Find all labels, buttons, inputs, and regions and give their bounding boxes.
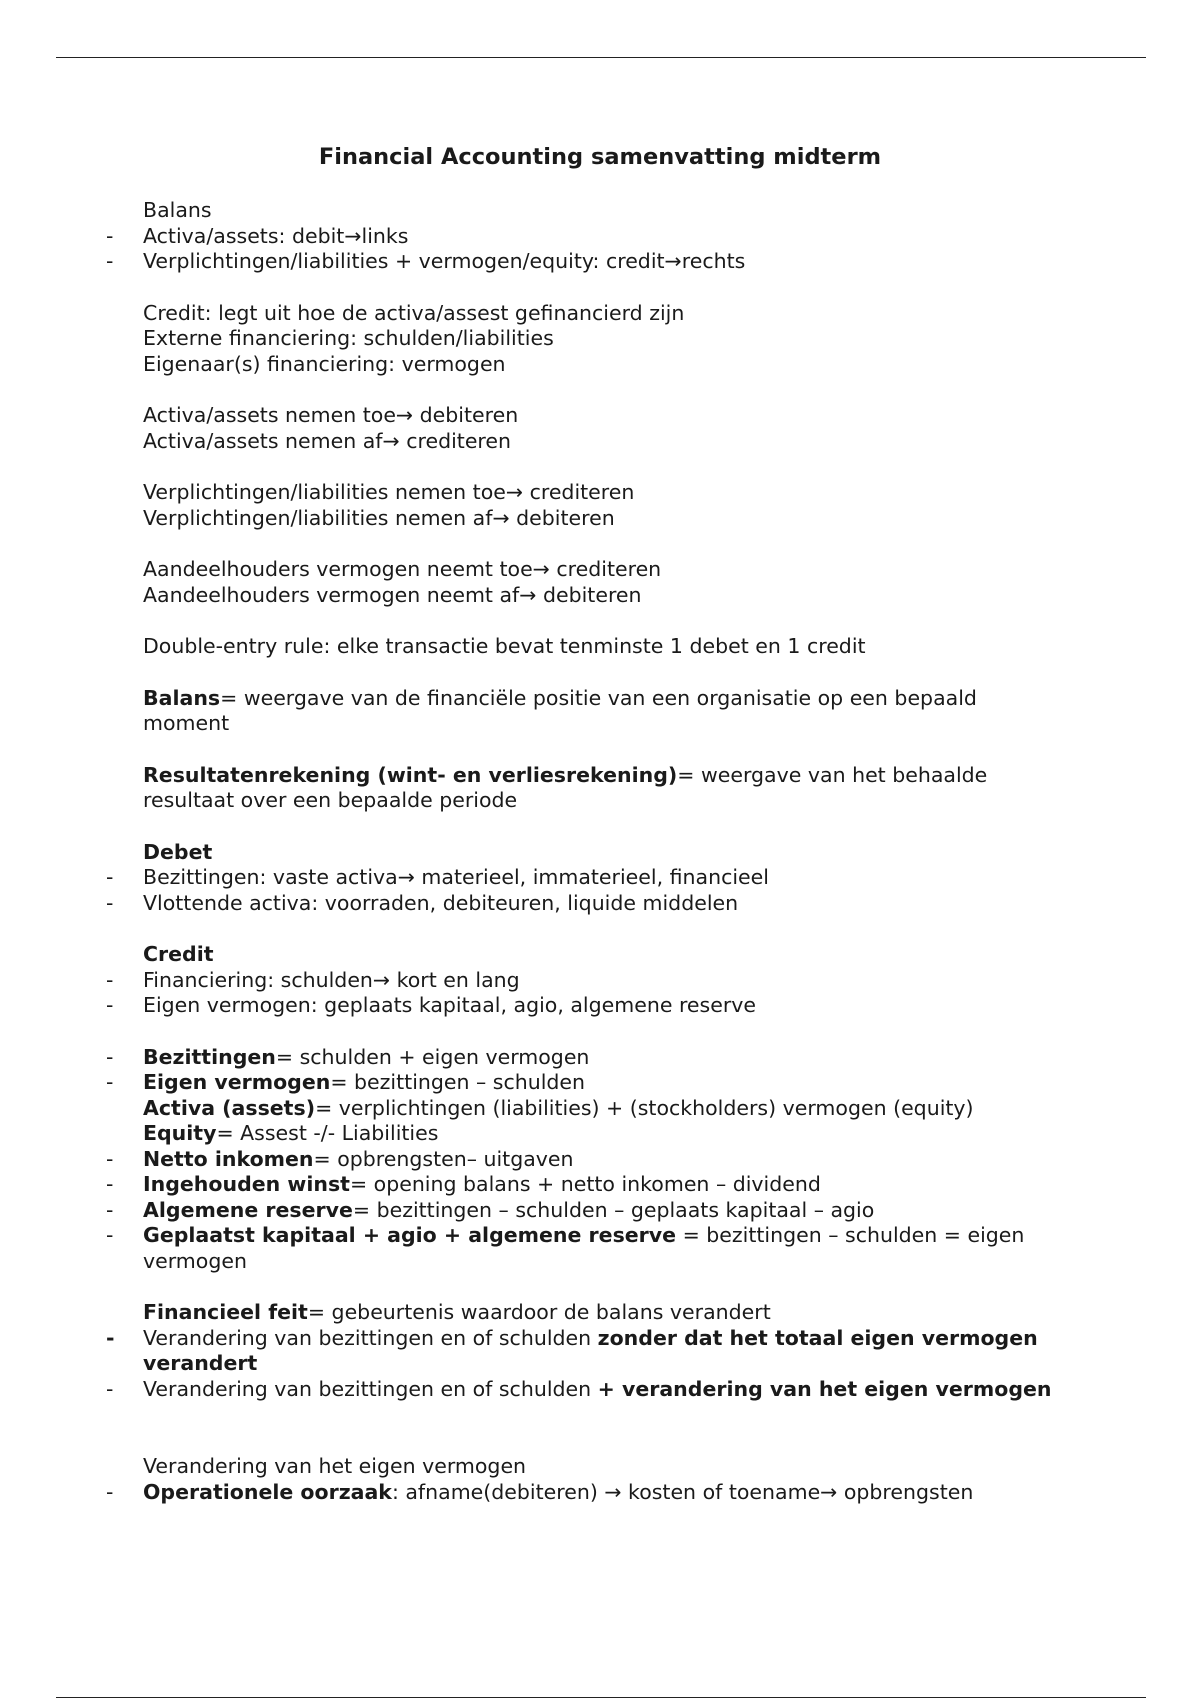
dash-bullet: - [106,1325,115,1350]
dash-bullet: - [106,993,114,1017]
balans-heading: Balans [143,198,212,222]
text-line: Credit: legt uit hoe de activa/assest gefinancierd zijn [143,300,685,325]
resultatenrekening-definition: Resultatenrekening (wint- en verliesrekening)= weergave van het behaalde resultaat over een bepaalde periode [143,762,988,812]
debet-heading: Debet [143,839,213,864]
text-line: Aandeelhouders vermogen neemt toe→ crediteren [143,557,662,581]
list-item: - Eigen vermogen: geplaats kapitaal, agio, algemene reserve [106,993,756,1017]
text-line: Verplichtingen/liabilities nemen af→ debiteren [143,505,615,530]
text-line: Verplichtingen/liabilities nemen toe→ crediteren [143,480,635,504]
list-item: - Activa/assets: debit→links [106,223,409,248]
list-item: - Verplichtingen/liabilities + vermogen/equity: credit→rechts [106,249,746,273]
dash-bullet: - [106,223,114,248]
dash-bullet: - [106,1070,114,1094]
top-rule [56,57,1146,58]
list-item: - Financiering: schulden→ kort en lang [106,967,520,992]
dash-bullet: - [106,967,114,992]
list-item: - Verandering van bezittingen en of schulden zonder dat het totaal eigen vermogen verandert [106,1325,1038,1375]
dash-bullet: - [106,1044,114,1069]
list-item: - Vlottende activa: voorraden, debiteuren, liquide middelen [106,890,739,915]
formula-line: - Geplaatst kapitaal + agio + algemene reserve = bezittingen – schulden = eigen vermogen [106,1223,1025,1273]
list-item: - Verandering van bezittingen en of schulden + verandering van het eigen vermogen [106,1376,1052,1401]
dash-bullet: - [106,1376,114,1401]
text-line: Eigenaar(s) financiering: vermogen [143,351,506,376]
text-line: Externe financiering: schulden/liabilities [143,326,554,350]
dash-bullet: - [106,249,114,273]
formula-line: Equity= Assest -/- Liabilities [143,1121,439,1145]
financieel-feit-definition: Financieel feit= gebeurtenis waardoor de balans verandert [143,1300,771,1324]
dash-bullet: - [106,890,114,915]
dash-bullet: - [106,865,114,889]
text-line: Activa/assets nemen toe→ debiteren [143,403,519,427]
formula-line: - Algemene reserve= bezittingen – schulden – geplaats kapitaal – agio [106,1197,875,1222]
formula-line: - Netto inkomen= opbrengsten– uitgaven [106,1146,574,1171]
dash-bullet: - [106,1223,114,1247]
dash-bullet: - [106,1172,114,1196]
formula-line: - Ingehouden winst= opening balans + netto inkomen – dividend [106,1172,821,1196]
eigen-vermogen-change-heading: Verandering van het eigen vermogen [143,1454,527,1478]
balans-definition: Balans= weergave van de financiële positie van een organisatie op een bepaald moment [143,685,977,735]
list-item: - Bezittingen: vaste activa→ materieel, immaterieel, financieel [106,865,769,889]
dash-bullet: - [106,1479,114,1504]
dash-bullet: - [106,1197,114,1222]
formula-line: - Bezittingen= schulden + eigen vermogen [106,1044,590,1069]
text-line: Aandeelhouders vermogen neemt af→ debiteren [143,582,642,607]
list-item: - Operationele oorzaak: afname(debiteren) → kosten of toename→ opbrengsten [106,1479,974,1504]
credit-heading: Credit [143,942,214,966]
double-entry-rule: Double-entry rule: elke transactie bevat tenminste 1 debet en 1 credit [143,634,866,658]
page-title: Financial Accounting samenvatting midterm [318,144,882,170]
document-body [0,198,1200,1505]
formula-line: - Eigen vermogen= bezittingen – schulden [106,1070,586,1094]
formula-line: Activa (assets)= verplichtingen (liabilities) + (stockholders) vermogen (equity) [143,1095,974,1120]
dash-bullet: - [106,1146,114,1171]
bottom-rule [56,1697,1146,1698]
text-line: Activa/assets nemen af→ crediteren [143,428,512,453]
